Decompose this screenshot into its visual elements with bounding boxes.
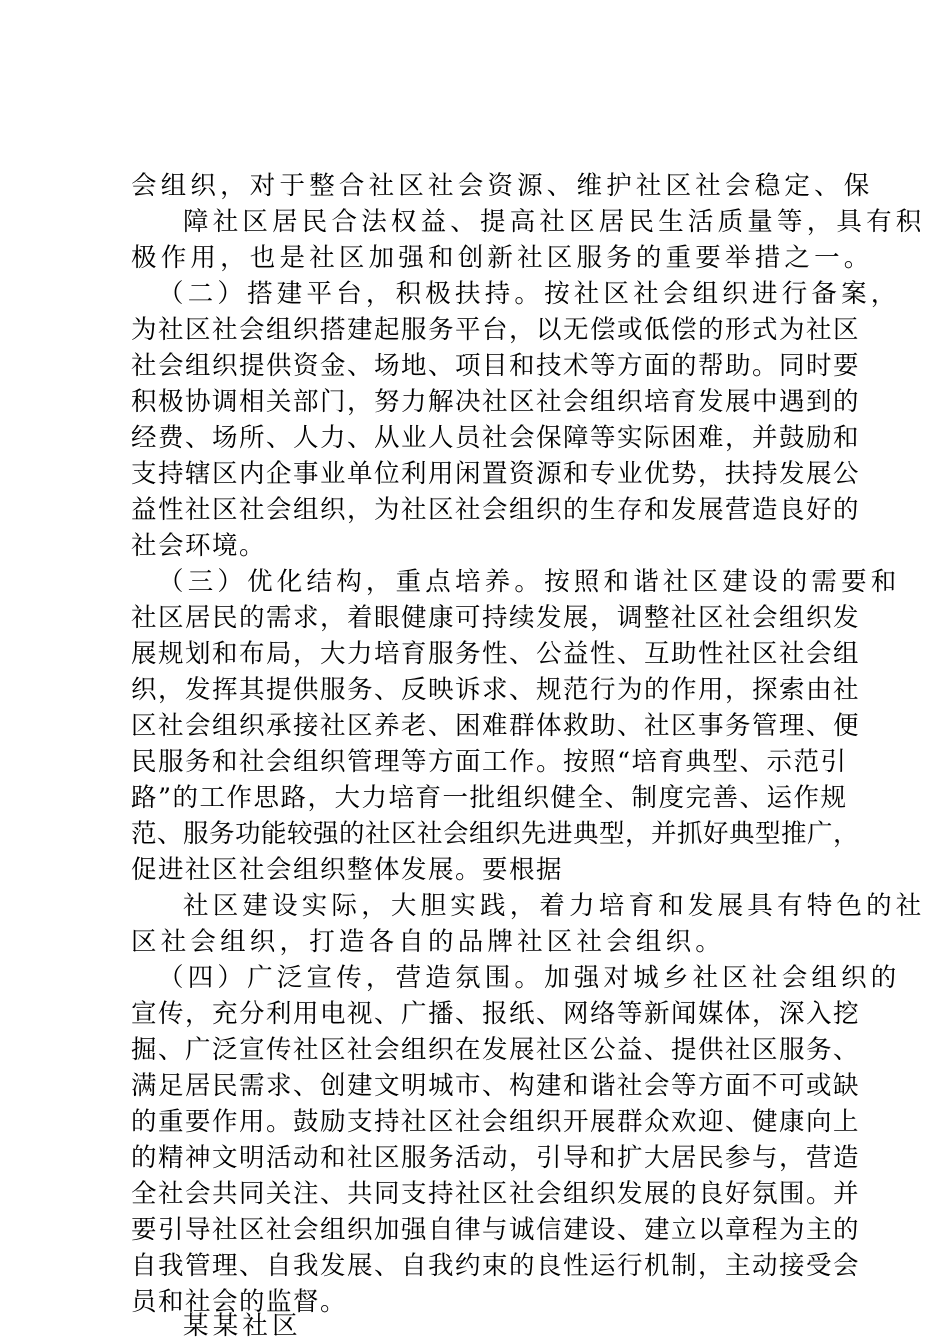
text-line: 支持辖区内企事业单位利用闲置资源和专业优势，扶持发展公 — [131, 459, 861, 489]
text-line: 极作用，也是社区加强和创新社区服务的重要举措之一。 — [131, 243, 874, 273]
text-line: 掘、广泛宣传社区社会组织在发展社区公益、提供社区服务、 — [131, 1035, 861, 1065]
text-line: 促进社区社会组织整体发展。要根据 — [131, 855, 564, 885]
text-line: 全社会共同关注、共同支持社区社会组织发展的良好氛围。并 — [131, 1179, 861, 1209]
text-line: 满足居民需求、创建文明城市、构建和谐社会等方面不可或缺 — [131, 1071, 861, 1101]
text-line: 的精神文明活动和社区服务活动，引导和扩大居民参与，营造 — [131, 1143, 861, 1173]
text-line: 路”的工作思路，大力培育一批组织健全、制度完善、运作规 — [131, 783, 848, 813]
text-line: 积极协调相关部门，努力解决社区社会组织培育发展中遇到的 — [131, 387, 861, 417]
text-line: 社会组织提供资金、场地、项目和技术等方面的帮助。同时要 — [131, 351, 861, 381]
section-heading-line: （三）优化结构，重点培养。按照和谐社区建设的需要和 — [158, 567, 901, 597]
signature-line: 某某社区 — [183, 1311, 302, 1341]
text-line: 益性社区社会组织，为社区社会组织的生存和发展营造良好的 — [131, 495, 861, 525]
text-line: 区社会组织承接社区养老、困难群体救助、社区事务管理、便 — [131, 711, 861, 741]
text-line: 会组织，对于整合社区社会资源、维护社区社会稳定、保 — [131, 171, 874, 201]
text-line: 障社区居民合法权益、提高社区居民生活质量等，具有积 — [183, 207, 926, 237]
text-line: 为社区社会组织搭建起服务平台，以无偿或低偿的形式为社区 — [131, 315, 861, 345]
text-line: 展规划和布局，大力培育服务性、公益性、互助性社区社会组 — [131, 639, 861, 669]
text-line: 范、服务功能较强的社区社会组织先进典型，并抓好典型推广， — [131, 819, 860, 849]
text-line: 民服务和社会组织管理等方面工作。按照“培育典型、示范引 — [131, 747, 848, 777]
text-line: 要引导社区社会组织加强自律与诚信建设、建立以章程为主的 — [131, 1215, 861, 1245]
text-line: 社区居民的需求，着眼健康可持续发展，调整社区社会组织发 — [131, 603, 861, 633]
text-line: 员和社会的监督。 — [131, 1287, 348, 1317]
text-line: 社会环境。 — [131, 531, 267, 561]
text-line: 经费、场所、人力、从业人员社会保障等实际困难，并鼓励和 — [131, 423, 861, 453]
text-line: 宣传，充分利用电视、广播、报纸、网络等新闻媒体，深入挖 — [131, 999, 861, 1029]
text-line: 社区建设实际，大胆实践，着力培育和发展具有特色的社 — [183, 891, 926, 921]
text-line: 织，发挥其提供服务、反映诉求、规范行为的作用，探索由社 — [131, 675, 861, 705]
section-heading-line: （四）广泛宣传，营造氛围。加强对城乡社区社会组织的 — [158, 963, 901, 993]
text-line: 区社会组织，打造各自的品牌社区社会组织。 — [131, 927, 726, 957]
section-heading-line: （二）搭建平台，积极扶持。按社区社会组织进行备案， — [158, 279, 901, 309]
text-line: 自我管理、自我发展、自我约束的良性运行机制，主动接受会 — [131, 1251, 861, 1281]
text-line: 的重要作用。鼓励支持社区社会组织开展群众欢迎、健康向上 — [131, 1107, 861, 1137]
